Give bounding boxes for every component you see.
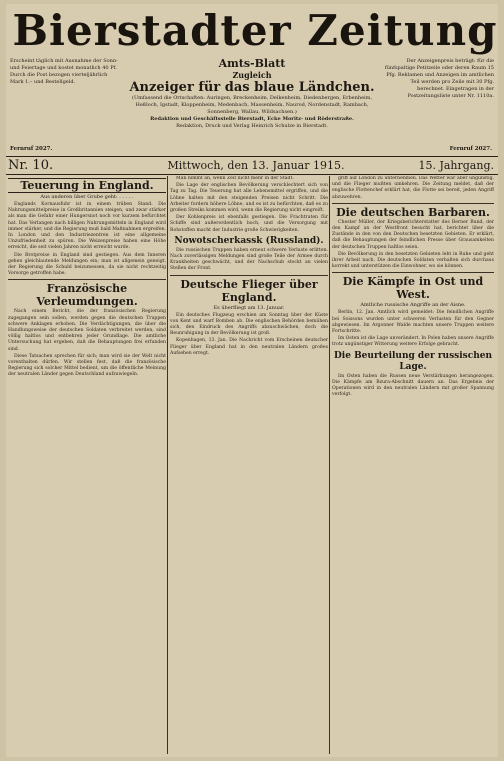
article-body: Nach einem Bericht, die der französischen Regierung zugegangen sein sollen, werden gegen die deutschen Truppen schwere Anklagen erhoben. Die Verdächtigungen, die über die Handlungsweise der deutschen Soldaten verbreitet werden, sind völlig haltlos und entbehren jeder Grundlage. Die amtliche Untersuchung hat ergeben, daß die Behauptungen frei erfunden sind. Diese Tatsachen sprechen für sich; man wird sie der Welt nicht vorenthalten dürfen. Wir stellen fest, daß die französische Regierung sich solcher Mittel bedient, um die öffentliche Meinung der neutralen Länder gegen Deutschland aufzuwiegeln. xyxy=(8,309,166,378)
bottom-rule xyxy=(6,174,498,175)
article-heading: Die deutschen Barbaren. xyxy=(336,205,490,219)
article-body: Chester Müller, der Kriegsberichterstatter des Berner Bund, der den Kampf an der Westfront besucht hat, berichtet über die Zustände in den von den Deutschen besetzten Gebieten. Er erklärt, daß die Behauptungen der feindlichen Presse über Grausamkeiten der deutschen Truppen haltlos seien. Die Bevölkerung in den besetzten Gebieten lebt in Ruhe und geht ihrer Arbeit nach. Die deutschen Soldaten verhalten sich durchaus korrekt und unterstützen die Einwohner, wo sie können. xyxy=(332,219,494,270)
verlag-line: Redaktion, Druck und Verlag Heinrich Schulze in Bierstadt. xyxy=(176,123,328,129)
divider xyxy=(8,279,166,280)
column-1 xyxy=(8,176,166,754)
column-2 xyxy=(170,176,328,754)
column-3 xyxy=(332,176,494,754)
fernruf-right: Fernruf 2027. xyxy=(449,146,492,152)
article-body: Die russischen Truppen haben erneut schwere Verluste erlitten. Nach zuverlässigen Meldungen sind große Teile der Armee durch Krankheiten geschwächt, und der Nachschub stockt an vielen Stellen der Front. xyxy=(170,247,328,272)
article-heading: Deutsche Flieger über England. xyxy=(180,277,318,304)
advert-price-info: Der Anzeigenpreis beträgt: für die fünfspaltige Petitzeile oder deren Raum 15 Pfg. Reklamen und Anzeigen im amtlichen Teil werden pro Zeile mit 30 Pfg. berechnet. Eingetragen in der Postzeitungsliste unter Nr. 1110a. xyxy=(384,58,494,99)
column-divider xyxy=(329,176,330,754)
anzeiger-title: Anzeiger für das blaue Ländchen. xyxy=(129,80,375,95)
article-body: Im Osten haben die Russen neue Verstärkungen herangezogen. Die Kämpfe am Bzura-Abschnitt dauern an. Das Ergebnis der Operationen wird in den neutralen Ländern mit großer Spannung verfolgt. xyxy=(332,373,494,398)
masthead-title: Bierstadter Zeitung xyxy=(12,6,498,55)
amts-blatt: Amts-Blatt xyxy=(218,57,286,70)
newspaper-page xyxy=(6,4,498,757)
subscription-info: Erscheint täglich mit Ausnahme der Sonn- und Feiertage und kostet monatlich 40 Pf. Durch die Post bezogen vierteljährlich Mark 1.– und Bestellgeld. xyxy=(10,58,118,85)
fernruf-left: Fernruf 2027. xyxy=(10,146,53,152)
divider xyxy=(332,203,494,204)
article-body: Englands Kornausfuhr ist in einem trüben Stand. Die Nahrungsmittelpreise in Großbritannien steigen, und zwar stärker als man die Gefahr einer Hungersnot noch vor kurzem befürchtet hat. Das Verlangen nach billigen Nahrungsmitteln in England wird immer stärker, und die Regierung muß bald Maßnahmen ergreifen. In London und den Industriezentren ist eine allgemeine Unzufriedenheit zu spüren. Die Weizenpreise haben eine Höhe erreicht, die seit vielen Jahren nicht erreicht wurde. Die Brotpreise in England sind gestiegen. Aus dem Inneren gehen gleichlautende Meldungen ein; man ist allgemein geneigt, der Regierung die Schuld beizumessen, da sie nicht rechtzeitig Vorsorge getroffen habe. xyxy=(8,202,166,277)
article-body: Ein deutsches Flugzeug erschien am Sonntag über der Küste von Kent und warf Bomben ab. Die englischen Behörden bemühen sich, den Eindruck des Angriffs abzuschwächen, doch die Beunruhigung in der Bevölkerung ist groß. Kopenhagen, 13. Jan. Die Nachricht vom Erscheinen deutscher Flieger über England hat in den neutralen Ländern großes Aufsehen erregt. xyxy=(170,312,328,356)
article-heading: Nowotscherkassk (Russland). xyxy=(174,235,324,246)
article-subheading: Amtliche russische Angriffe an der Aisne. xyxy=(360,302,466,309)
issue-date: Mittwoch, den 13. Januar 1915. xyxy=(167,159,345,172)
article-subheading: Aus anderen über Grube geht: . . . . . xyxy=(40,194,134,200)
divider xyxy=(332,272,494,273)
issue-bar xyxy=(6,159,498,173)
article-heading: Die Kämpfe in Ost und West. xyxy=(342,275,484,302)
article-heading: Die Beurteilung der russischen Lage. xyxy=(333,350,493,372)
issue-year: 15. Jahrgang. xyxy=(418,159,494,172)
article-body: Man nimmt an, wenn Zeit nicht mehr in der Stadt. Die Lage der englischen Bevölkerung verschlechtert sich von Tag zu Tag. Die Teuerung hat alle Lebensmittel ergriffen, und die Löhne halten mit den steigenden Preisen nicht Schritt. Die Arbeiter fordern höhere Löhne, und es ist zu befürchten, daß es zu großen Streiks kommen wird, wenn die Regierung nicht eingreift. Der Kohlenpreis ist ebenfalls gestiegen. Die Frachtraten für Schiffe sind außerordentlich hoch, und die Versorgung mit Rohstoffen macht der Industrie große Schwierigkeiten. xyxy=(170,176,328,233)
top-rule xyxy=(6,156,498,157)
article-subheading: Es überfliegt am 13. Januar. xyxy=(213,304,285,311)
issue-number: Nr. 10. xyxy=(8,158,54,173)
divider xyxy=(170,275,328,276)
subhead xyxy=(6,58,498,128)
article-heading: Teuerung in England. xyxy=(8,178,166,193)
article-heading: Französische Verleumdungen. xyxy=(36,282,138,309)
subhead-center xyxy=(124,58,380,130)
redaktion-line: Redaktion und Geschäftsstelle Bierstadt, Ecke Moritz- und Röderstraße. xyxy=(150,116,354,122)
column-divider xyxy=(167,176,168,754)
orte-list: (Umfassend die Ortschaften: Auringen, Breckenheim, Delkenheim, Diedenbergen, Erbenheim, Heßloch, Igstadt, Kloppenheim, Medenbach, Massenheim, Naurod, Nordenstadt, Rambach, Sonnenberg, Wallau, Wildsachsen.) xyxy=(132,95,372,115)
article-body: Berlin, 12. Jan. Amtlich wird gemeldet: Die feindlichen Angriffe bei Soissons wurden unter schweren Verlusten für den Gegner abgewiesen. Im Argonner Walde machten unsere Truppen weitere Fortschritte. Im Osten ist die Lage unverändert. In Polen haben unsere Angriffe trotz ungünstiger Witterung weitere Erfolge gebracht. xyxy=(332,310,494,348)
article-body: griff auf London zu unternehmen. Das Wetter war aber ungünstig, und die Flieger mußten umkehren. Die Zeitung meldet, daß der englische Flottenchef erklärt hat, die Flotte sei bereit, jeden Angriff abzuwehren. xyxy=(332,176,494,200)
zugleich-label: Zugleich xyxy=(232,70,272,80)
